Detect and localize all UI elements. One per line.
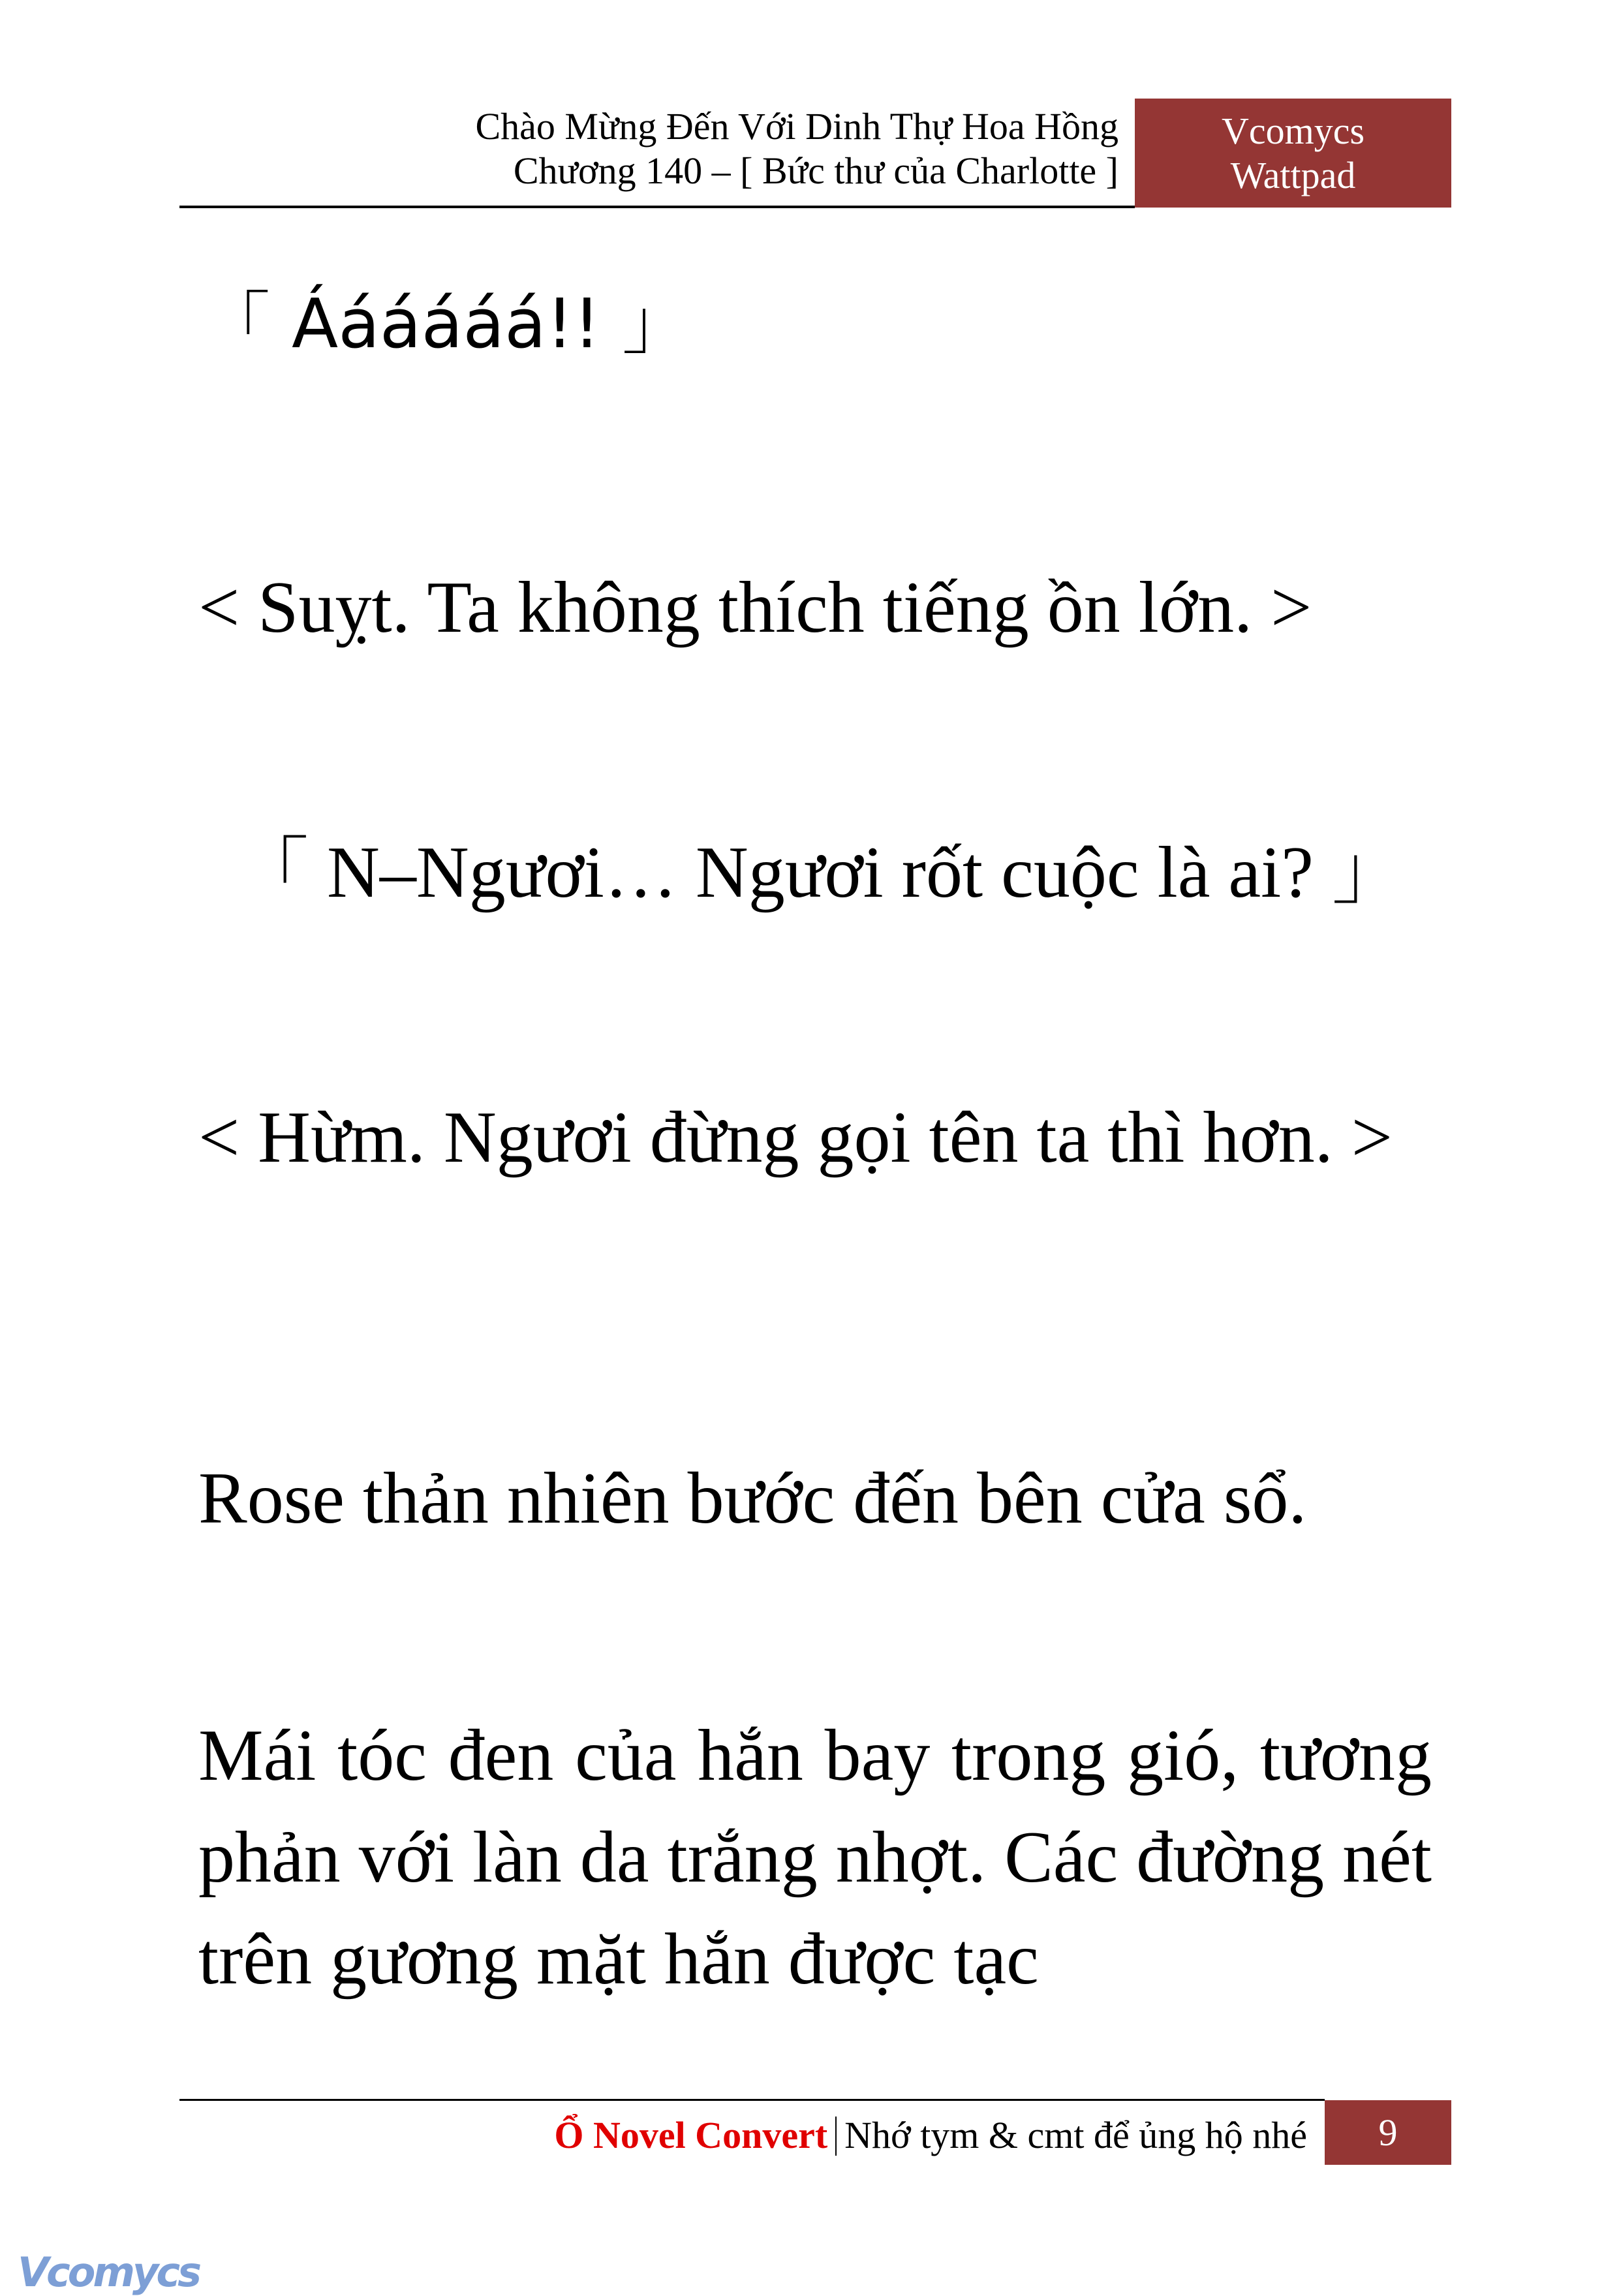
- chapter-title: Chương 140 – [ Bức thư của Charlotte ]: [513, 149, 1118, 192]
- badge-line-1: Vcomycs: [1221, 109, 1365, 152]
- paragraph: 「 Áááááá!! 」: [202, 284, 690, 364]
- book-title: Chào Mừng Đến Với Dinh Thự Hoa Hồng: [475, 105, 1118, 147]
- watermark-logo: Vcomycs: [18, 2248, 200, 2296]
- badge-line-2: Wattpad: [1230, 153, 1356, 196]
- footer-separator: [835, 2117, 837, 2156]
- footer-brand: Ổ Novel Convert: [554, 2114, 828, 2156]
- page-number: 9: [1325, 2100, 1451, 2165]
- paragraph: Rose thản nhiên bước đến bên cửa sổ.: [198, 1458, 1307, 1539]
- paragraph: Mái tóc đen của hắn bay trong gió, tương phản với làn da trắng nhợt. Các đường nét trên gương mặt hắn được tạc: [198, 1715, 1432, 2000]
- footer-text: [554, 2112, 1307, 2159]
- paragraph: 「 N–Ngươi… Ngươi rốt cuộc là ai? 」: [236, 832, 1405, 913]
- footer-divider: [179, 2099, 1325, 2101]
- header-divider: [179, 206, 1135, 208]
- paragraph: < Hừm. Ngươi đừng gọi tên ta thì hơn. >: [198, 1097, 1393, 1178]
- running-header: [475, 104, 1118, 193]
- header-badge: [1135, 99, 1451, 208]
- footer-message: Nhớ tym & cmt để ủng hộ nhé: [844, 2114, 1307, 2156]
- paragraph: < Suỵt. Ta không thích tiếng ồn lớn. >: [198, 567, 1312, 648]
